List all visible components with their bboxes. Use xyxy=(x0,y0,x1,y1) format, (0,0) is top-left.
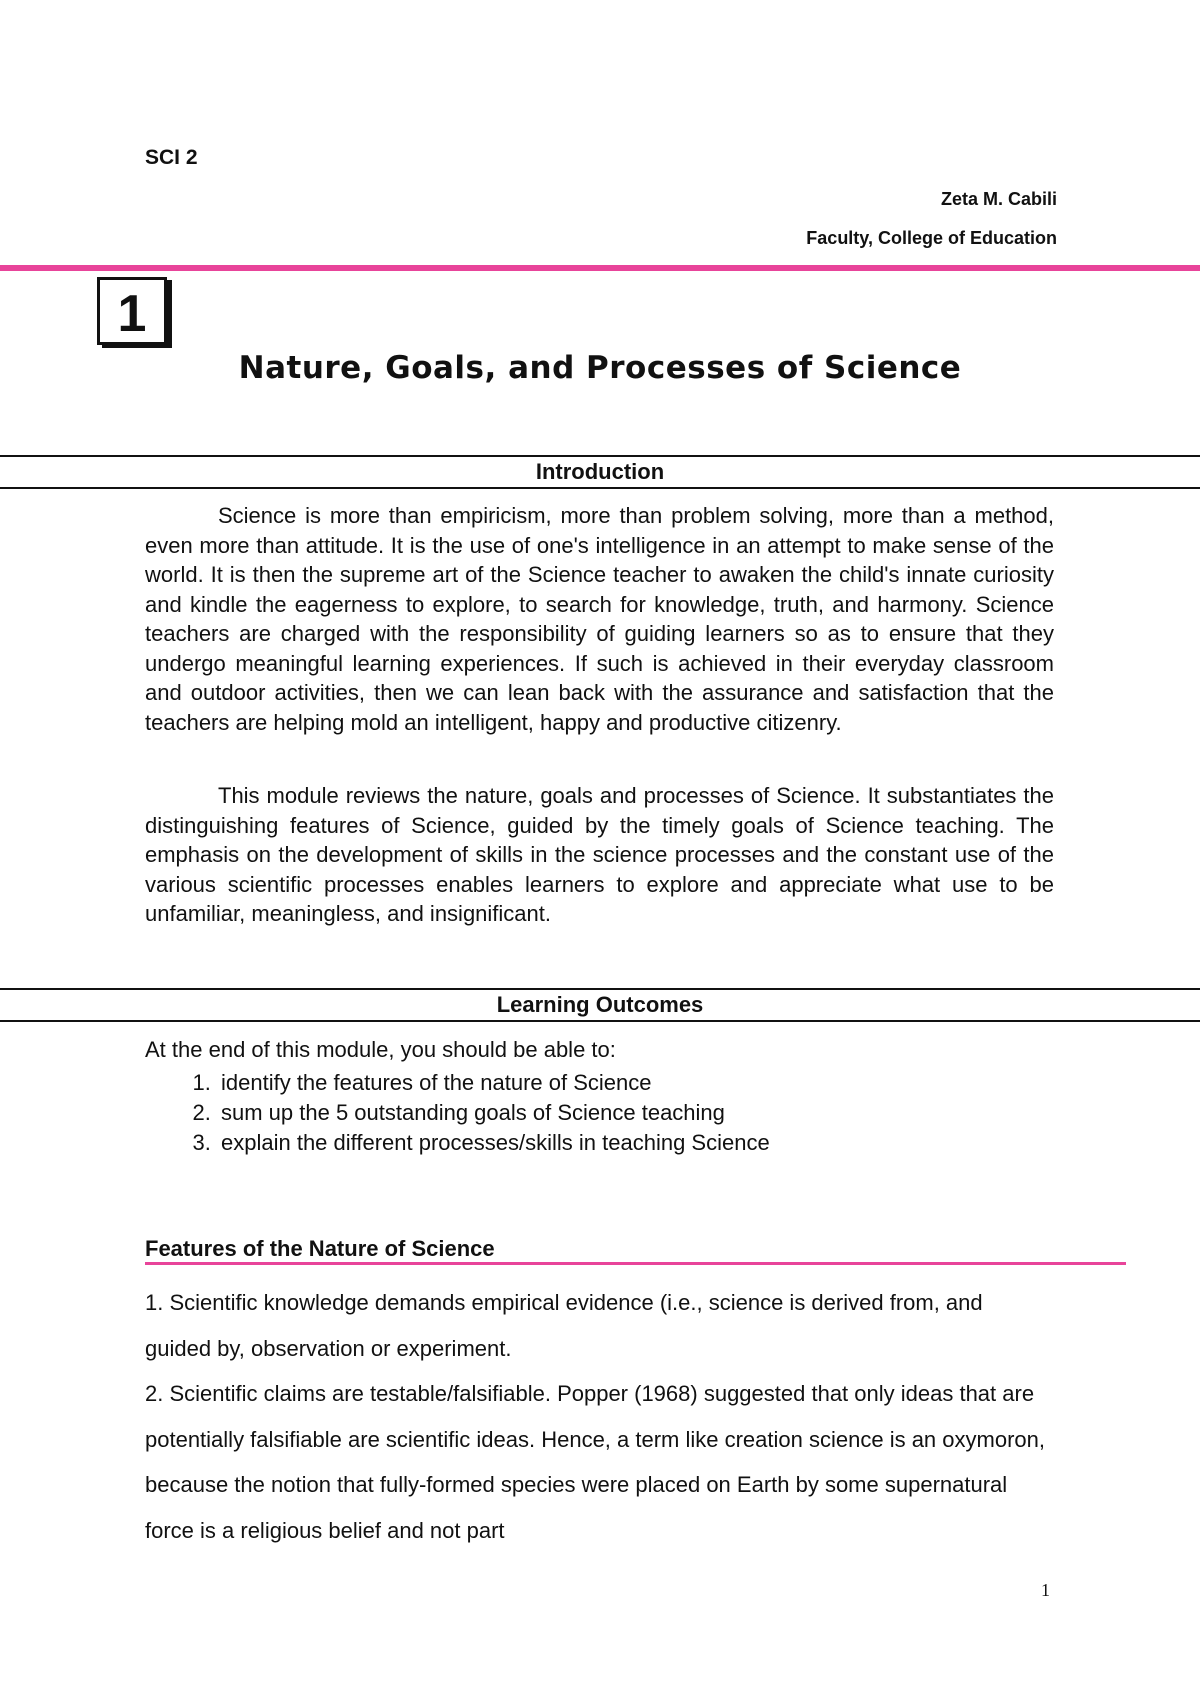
features-underline xyxy=(145,1262,1126,1265)
paragraph-text: This module reviews the nature, goals and processes of Science. It substantiates the distinguishing features of Science, guided by the timely goals of Science teaching. The emphasis on the development of skills in the science processes and the constant use of the various scientific processes enables learners to explore and appreciate what use to be unfamiliar, meaningless, and insignificant. xyxy=(145,783,1054,926)
module-number-badge: 1 xyxy=(97,277,167,345)
list-item: 2. sum up the 5 outstanding goals of Science teaching xyxy=(217,1098,770,1128)
list-item: 1. identify the features of the nature of Science xyxy=(217,1068,770,1098)
introduction-paragraph-1 xyxy=(145,501,1054,737)
learning-outcomes-heading: Learning Outcomes xyxy=(0,988,1200,1022)
author-affiliation: Faculty, College of Education xyxy=(806,228,1057,248)
introduction-heading: Introduction xyxy=(0,455,1200,489)
author-name: Zeta M. Cabili xyxy=(940,189,1057,209)
features-heading: Features of the Nature of Science xyxy=(145,1236,495,1261)
introduction-paragraph-2 xyxy=(145,781,1054,929)
outcomes-list xyxy=(145,1068,770,1158)
paragraph-text: Science is more than empiricism, more than problem solving, more than a method, even more than attitude. It is the use of one's intelligence in an attempt to make sense of the world. It is then the supreme art of the Science teacher to awaken the child's innate curiosity and kindle the eagerness to explore, to search for knowledge, truth, and harmony. Science teachers are charged with the responsibility of guiding learners so as to ensure that they undergo meaningful learning experiences. If such is achieved in their everyday classroom and outdoor activities, then we can lean back with the assurance and satisfaction that the teachers are helping mold an intelligent, happy and productive citizenry. xyxy=(145,503,1054,735)
course-code: SCI 2 xyxy=(145,146,198,169)
feature-item: 1. Scientific knowledge demands empirical evidence (i.e., science is derived from, and guided by, observation or experiment. xyxy=(145,1290,983,1361)
header-divider xyxy=(0,265,1200,271)
list-item: 3. explain the different processes/skills in teaching Science xyxy=(217,1128,770,1158)
feature-item: 2. Scientific claims are testable/falsifiable. Popper (1968) suggested that only ideas that are potentially falsifiable are scientific ideas. Hence, a term like creation science is an oxymoron, because the notion that fully-formed species were placed on Earth by some supernatural force is a religious belief and not part xyxy=(145,1381,1045,1543)
features-body xyxy=(145,1280,1045,1553)
outcomes-lead: At the end of this module, you should be able to: xyxy=(145,1037,616,1062)
page-number: 1 xyxy=(1041,1580,1050,1600)
module-title: Nature, Goals, and Processes of Science xyxy=(238,350,962,386)
